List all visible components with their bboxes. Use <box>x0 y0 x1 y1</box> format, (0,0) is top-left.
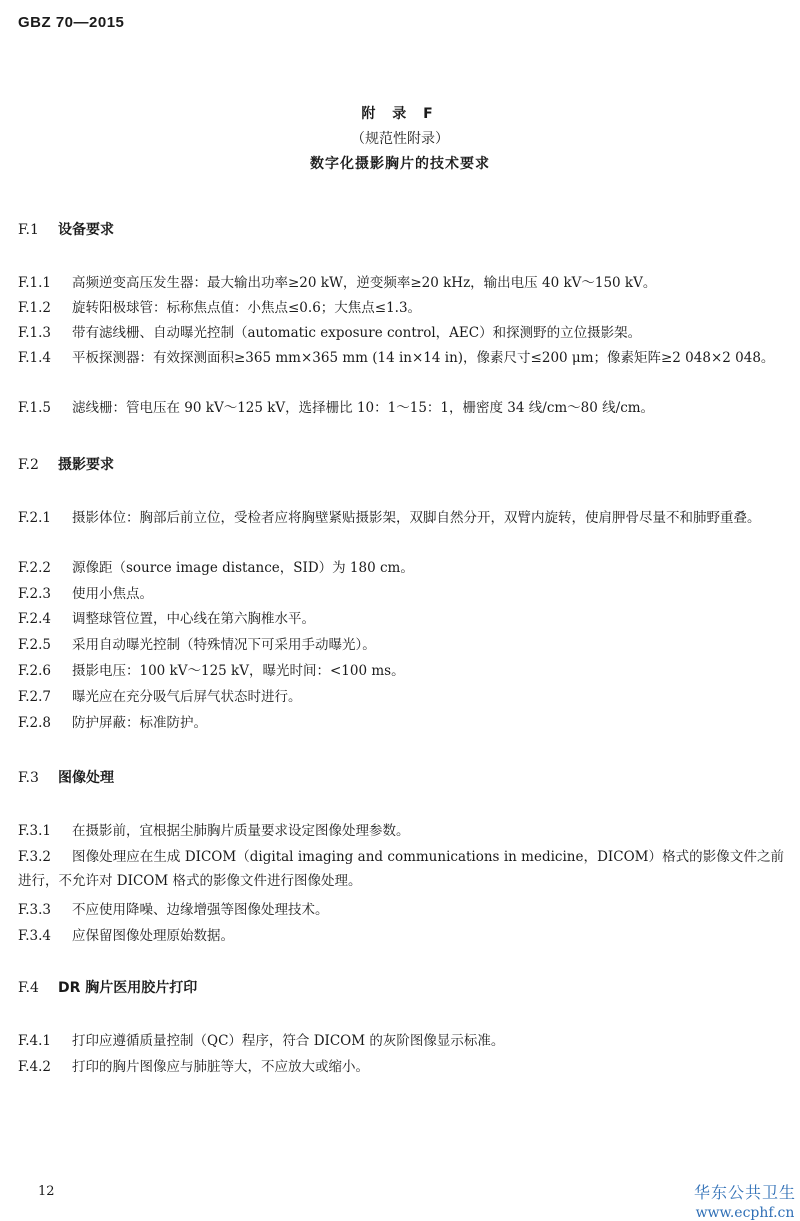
clause-number: F.1.5 <box>18 400 52 416</box>
clause-f3-2 <box>18 845 784 893</box>
section-number: F.1 <box>18 222 39 238</box>
clause-number: F.2.1 <box>18 510 52 526</box>
clause-number: F.2.6 <box>18 663 52 679</box>
clause-f2-8 <box>18 711 784 735</box>
clause-number: F.2.7 <box>18 689 52 705</box>
clause-text: 摄影电压：100 kV～125 kV，曝光时间：<100 ms。 <box>72 663 405 679</box>
clause-number: F.1.4 <box>18 350 52 366</box>
clause-f3-3 <box>18 898 784 922</box>
clause-number: F.2.5 <box>18 637 52 653</box>
clause-text: 打印的胸片图像应与肺脏等大，不应放大或缩小。 <box>72 1059 369 1075</box>
clause-text: 调整球管位置，中心线在第六胸椎水平。 <box>72 611 315 627</box>
clause-f2-2 <box>18 556 784 580</box>
clause-number: F.3.1 <box>18 823 52 839</box>
clause-number: F.3.2 <box>18 849 52 865</box>
section-heading-f3 <box>18 768 784 788</box>
clause-text: 打印应遵循质量控制（QC）程序，符合 DICOM 的灰阶图像显示标准。 <box>72 1033 505 1049</box>
section-heading-f4 <box>18 978 784 998</box>
clause-number: F.3.3 <box>18 902 52 918</box>
clause-f2-5 <box>18 633 784 657</box>
section-title: 摄影要求 <box>58 457 114 473</box>
clause-f1-4 <box>18 346 784 370</box>
section-heading-f2 <box>18 455 784 475</box>
clause-number: F.4.2 <box>18 1059 52 1075</box>
clause-text: 应保留图像处理原始数据。 <box>72 928 234 944</box>
clause-text: 使用小焦点。 <box>72 586 153 602</box>
site-watermark <box>694 1180 796 1221</box>
clause-text: 平板探测器：有效探测面积≥365 mm×365 mm (14 in×14 in)，像素尺寸≤200 μm；像素矩阵≥2 048×2 048。 <box>72 350 775 366</box>
clause-number: F.2.8 <box>18 715 52 731</box>
section-title: DR 胸片医用胶片打印 <box>58 980 198 996</box>
appendix-type: （规范性附录） <box>351 131 449 147</box>
clause-f4-1 <box>18 1029 784 1053</box>
clause-f1-1 <box>18 271 784 295</box>
clause-text: 旋转阳极球管：标称焦点值：小焦点≤0.6；大焦点≤1.3。 <box>72 300 422 316</box>
page-number: 12 <box>38 1184 55 1199</box>
appendix-title: 数字化摄影胸片的技术要求 <box>310 156 490 172</box>
section-title: 图像处理 <box>58 770 114 786</box>
clause-f3-4 <box>18 924 784 948</box>
section-number: F.3 <box>18 770 39 786</box>
clause-f2-1 <box>18 506 784 530</box>
appendix-label: 附 录 F <box>361 106 439 122</box>
clause-f2-3 <box>18 582 784 606</box>
appendix-title-block <box>0 102 800 177</box>
section-number: F.4 <box>18 980 39 996</box>
clause-text: 防护屏蔽：标准防护。 <box>72 715 207 731</box>
clause-text: 曝光应在充分吸气后屏气状态时进行。 <box>72 689 302 705</box>
clause-text: 图像处理应在生成 DICOM（digital imaging and communications in medicine，DICOM）格式的影像文件之前进行，不允许对 DICOM 格式的影像文件进行图像处理。 <box>18 849 784 889</box>
clause-text: 在摄影前，宜根据尘肺胸片质量要求设定图像处理参数。 <box>72 823 410 839</box>
section-number: F.2 <box>18 457 39 473</box>
clause-number: F.1.3 <box>18 325 52 341</box>
clause-text: 摄影体位：胸部后前立位，受检者应将胸壁紧贴摄影架，双脚自然分开，双臂内旋转，使肩胛骨尽量不和肺野重叠。 <box>72 510 761 526</box>
clause-f2-6 <box>18 659 784 683</box>
watermark-url: www.ecphf.cn <box>695 1205 795 1221</box>
clause-number: F.1.1 <box>18 275 52 291</box>
clause-text: 采用自动曝光控制（特殊情况下可采用手动曝光）。 <box>72 637 376 653</box>
clause-f4-2 <box>18 1055 784 1079</box>
clause-text: 滤线栅：管电压在 90 kV～125 kV，选择栅比 10：1～15：1，栅密度 34 线/cm～80 线/cm。 <box>72 400 655 416</box>
clause-text: 源像距（source image distance，SID）为 180 cm。 <box>72 560 414 576</box>
standard-number: GBZ 70—2015 <box>18 14 125 31</box>
section-heading-f1 <box>18 220 784 240</box>
clause-number: F.2.3 <box>18 586 52 602</box>
clause-number: F.4.1 <box>18 1033 52 1049</box>
clause-text: 带有滤线栅、自动曝光控制（automatic exposure control，AEC）和探测野的立位摄影架。 <box>72 325 642 341</box>
clause-f3-1 <box>18 819 784 843</box>
clause-f1-3 <box>18 321 784 345</box>
clause-f2-4 <box>18 607 784 631</box>
clause-number: F.3.4 <box>18 928 52 944</box>
clause-number: F.2.2 <box>18 560 52 576</box>
clause-f2-7 <box>18 685 784 709</box>
section-title: 设备要求 <box>58 222 114 238</box>
clause-f1-2 <box>18 296 784 320</box>
clause-text: 高频逆变高压发生器：最大输出功率≥20 kW，逆变频率≥20 kHz，输出电压 40 kV～150 kV。 <box>72 275 657 291</box>
watermark-name: 华东公共卫生 <box>693 1183 796 1202</box>
clause-number: F.2.4 <box>18 611 52 627</box>
clause-f1-5 <box>18 396 784 420</box>
clause-text: 不应使用降噪、边缘增强等图像处理技术。 <box>72 902 329 918</box>
clause-number: F.1.2 <box>18 300 52 316</box>
